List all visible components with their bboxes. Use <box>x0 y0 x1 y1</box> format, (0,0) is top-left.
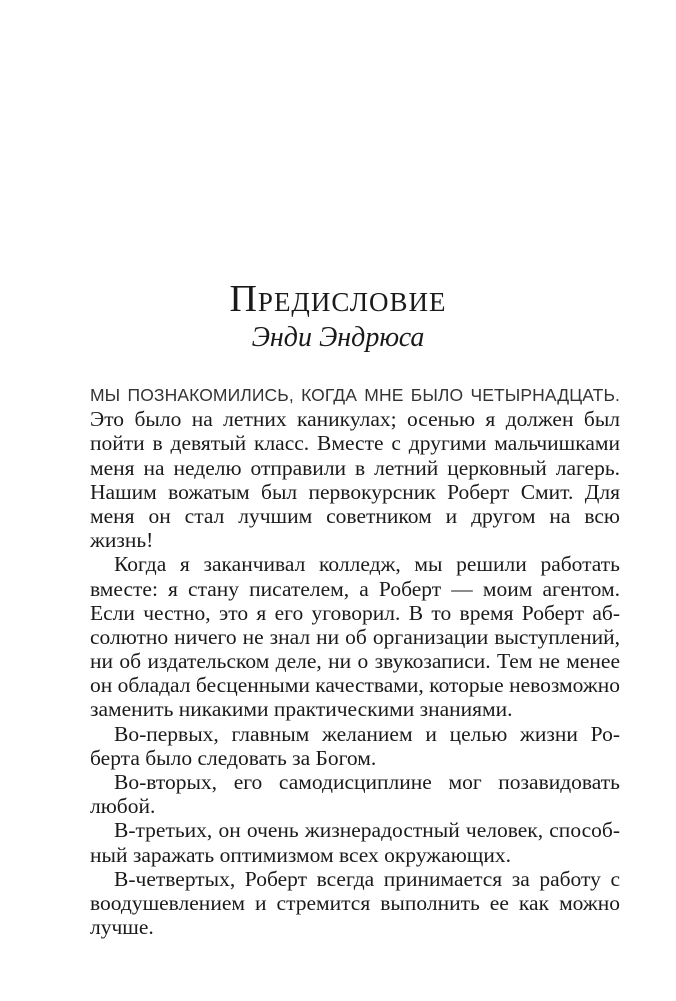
text-line: ни об издательском деле, ни о звукозаписи. Тем не менее <box>90 649 620 674</box>
chapter-title: Предисловие <box>229 278 447 320</box>
text-line: Во-первых, главным желанием и целью жизни Ро- <box>114 721 620 746</box>
text-line: пойти в девятый класс. Вместе с другими мальчишками <box>90 431 620 456</box>
text-line: В-четвертых, Роберт всегда принимается за работу с <box>114 866 620 891</box>
text-line: Когда я заканчивал колледж, мы решили работать <box>114 552 620 577</box>
paragraph-3 <box>90 722 620 770</box>
text-line: Нашим вожатым был первокурсник Роберт Смит. Для <box>90 479 620 504</box>
text-line: Если честно, это я его уговорил. В то время Роберт аб- <box>90 600 620 625</box>
text-line: меня он стал лучшим советником и другом на всю <box>90 503 620 528</box>
text-line: жизнь! <box>90 528 154 553</box>
text-line: воодушевлением и стремится выполнить ее как можно <box>90 890 620 915</box>
paragraph-2 <box>90 552 620 721</box>
body-text <box>90 383 620 939</box>
paragraph-6 <box>90 867 620 940</box>
chapter-author: Энди Эндрюса <box>251 322 425 353</box>
text-line: В-третьих, он очень жизнерадостный человек, способ- <box>114 818 620 843</box>
text-line: берта было следовать за Богом. <box>90 745 377 770</box>
text-line: меня на неделю отправили в летний церковный лагерь. <box>90 455 620 480</box>
lead-in-line: МЫ ПОЗНАКОМИЛИСЬ, КОГДА МНЕ БЫЛО ЧЕТЫРНАДЦАТЬ. <box>90 385 620 405</box>
text-line: он обладал бесценными качествами, которые невозможно <box>90 673 620 698</box>
text-line: солютно ничего не знал ни об организации выступлений, <box>90 624 620 649</box>
text-line: любой. <box>90 794 156 819</box>
text-line: вместе: я стану писателем, а Роберт — моим агентом. <box>90 576 620 601</box>
text-line: ный заражать оптимизмом всех окружающих. <box>90 842 511 867</box>
text-line: Во-вторых, его самодисциплине мог позавидовать <box>114 770 620 794</box>
paragraph-1 <box>90 383 620 552</box>
paragraph-5 <box>90 818 620 866</box>
text-line: Это было на летних каникулах; осенью я должен был <box>90 407 620 432</box>
paragraph-4 <box>90 770 620 818</box>
text-line: заменить никакими практическими знаниями. <box>90 697 513 722</box>
text-line: лучше. <box>90 915 154 940</box>
